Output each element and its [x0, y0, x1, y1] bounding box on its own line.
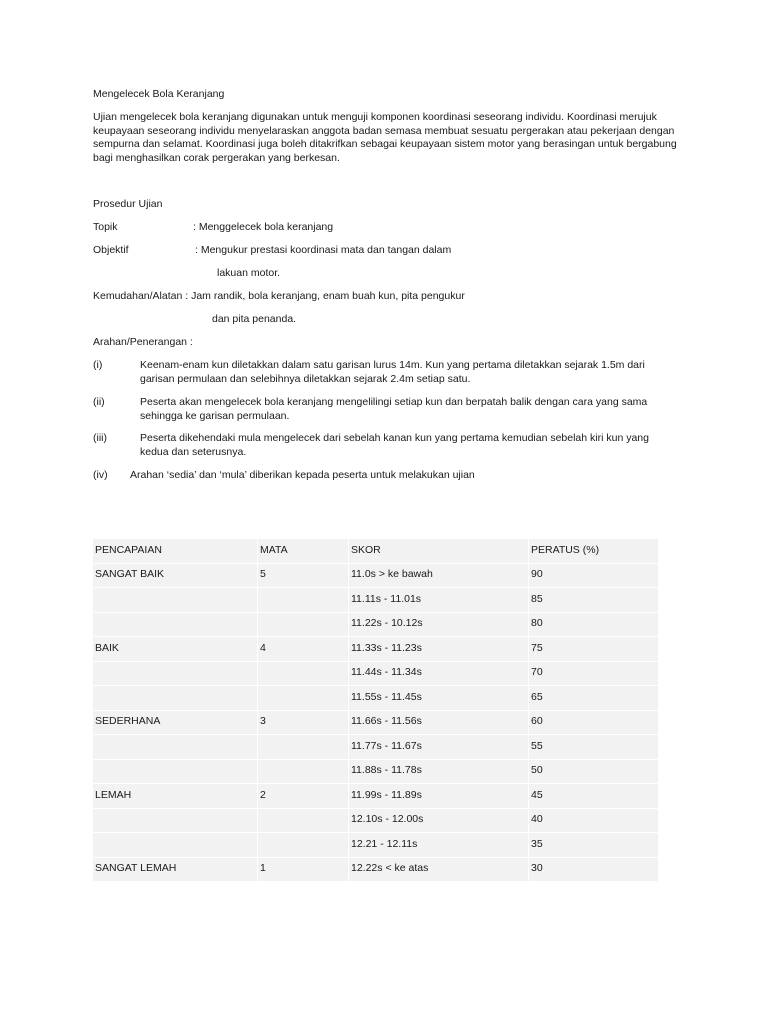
cell-skor: 11.22s - 10.12s: [349, 613, 529, 638]
objective-label: Objektif: [93, 244, 129, 256]
cell-pencapaian: [93, 588, 258, 613]
topic-value: : Menggelecek bola keranjang: [193, 221, 334, 233]
header-mata: MATA: [258, 539, 349, 564]
table-row: [93, 662, 658, 687]
table-row: [93, 588, 658, 613]
document-title: Mengelecek Bola Keranjang: [93, 88, 225, 100]
table-row: [93, 858, 658, 883]
cell-pencapaian: [93, 833, 258, 858]
cell-peratus: 30: [529, 858, 658, 883]
cell-mata: 5: [258, 564, 349, 589]
cell-skor: 11.44s - 11.34s: [349, 662, 529, 687]
table-row: [93, 760, 658, 785]
cell-peratus: 45: [529, 784, 658, 809]
header-peratus: PERATUS (%): [529, 539, 658, 564]
objective-value: : Mengukur prestasi koordinasi mata dan tangan dalam: [195, 244, 452, 256]
header-pencapaian: PENCAPAIAN: [93, 539, 258, 564]
cell-pencapaian: [93, 613, 258, 638]
cell-peratus: 70: [529, 662, 658, 687]
table-row: [93, 637, 658, 662]
instruction-number: (i): [93, 359, 103, 371]
cell-peratus: 40: [529, 809, 658, 834]
cell-pencapaian: [93, 760, 258, 785]
cell-skor: 11.88s - 11.78s: [349, 760, 529, 785]
cell-mata: 2: [258, 784, 349, 809]
cell-peratus: 35: [529, 833, 658, 858]
cell-mata: [258, 735, 349, 760]
instruction-number: (ii): [93, 396, 105, 408]
cell-skor: 11.11s - 11.01s: [349, 588, 529, 613]
header-skor: SKOR: [349, 539, 529, 564]
topic-label: Topik: [93, 221, 118, 233]
table-row: [93, 613, 658, 638]
equipment-line: Kemudahan/Alatan : Jam randik, bola keranjang, enam buah kun, pita pengukur: [93, 290, 465, 302]
cell-peratus: 55: [529, 735, 658, 760]
performance-table: [93, 539, 658, 882]
cell-mata: [258, 686, 349, 711]
cell-mata: [258, 613, 349, 638]
table-header-row: [93, 539, 658, 564]
cell-pencapaian: LEMAH: [93, 784, 258, 809]
cell-skor: 11.55s - 11.45s: [349, 686, 529, 711]
cell-peratus: 65: [529, 686, 658, 711]
cell-peratus: 50: [529, 760, 658, 785]
cell-mata: 3: [258, 711, 349, 736]
cell-mata: [258, 809, 349, 834]
cell-mata: 1: [258, 858, 349, 883]
cell-pencapaian: [93, 686, 258, 711]
instruction-text: Peserta dikehendaki mula mengelecek dari sebelah kanan kun yang pertama kemudian sebelah kiri kun yang kedua dan seterusnya.: [140, 432, 649, 458]
cell-peratus: 90: [529, 564, 658, 589]
procedure-heading: Prosedur Ujian: [93, 198, 163, 210]
objective-value-continued: lakuan motor.: [217, 267, 281, 279]
table-row: [93, 809, 658, 834]
table-row: [93, 686, 658, 711]
cell-peratus: 60: [529, 711, 658, 736]
cell-pencapaian: SEDERHANA: [93, 711, 258, 736]
intro-paragraph: Ujian mengelecek bola keranjang digunakan untuk menguji komponen koordinasi seseorang individu. Koordinasi merujuk keupayaan seseorang individu menyelaraskan anggota badan semasa membuat sesuatu pergerakan atau pekerjaan dengan sempurna dan selamat. Koordinasi juga boleh ditakrifkan sebagai keupayaan sistem motor yang berasingan untuk bergabung bagi menghasilkan corak pergerakan yang berkesan.: [93, 111, 677, 164]
cell-pencapaian: SANGAT LEMAH: [93, 858, 258, 883]
table-row: [93, 564, 658, 589]
instruction-text: Arahan ‘sedia’ dan ‘mula’ diberikan kepada peserta untuk melakukan ujian: [130, 469, 475, 481]
cell-skor: 11.33s - 11.23s: [349, 637, 529, 662]
cell-mata: [258, 588, 349, 613]
table-body: [93, 564, 658, 883]
table-row: [93, 735, 658, 760]
instruction-text: Keenam-enam kun diletakkan dalam satu garisan lurus 14m. Kun yang pertama diletakkan sejarak 1.5m dari garisan permulaan dan selebihnya diletakkan sejarak 2.4m setiap satu.: [140, 359, 645, 385]
cell-pencapaian: [93, 662, 258, 687]
cell-peratus: 85: [529, 588, 658, 613]
cell-skor: 12.22s < ke atas: [349, 858, 529, 883]
instruction-number: (iii): [93, 432, 107, 444]
cell-pencapaian: SANGAT BAIK: [93, 564, 258, 589]
cell-pencapaian: BAIK: [93, 637, 258, 662]
cell-pencapaian: [93, 735, 258, 760]
cell-mata: [258, 833, 349, 858]
cell-pencapaian: [93, 809, 258, 834]
table-row: [93, 711, 658, 736]
cell-skor: 11.66s - 11.56s: [349, 711, 529, 736]
cell-peratus: 80: [529, 613, 658, 638]
cell-skor: 11.0s > ke bawah: [349, 564, 529, 589]
cell-peratus: 75: [529, 637, 658, 662]
instruction-number: (iv): [93, 469, 108, 481]
cell-skor: 12.21 - 12.11s: [349, 833, 529, 858]
table-row: [93, 784, 658, 809]
cell-mata: 4: [258, 637, 349, 662]
cell-skor: 12.10s - 12.00s: [349, 809, 529, 834]
instruction-text: Peserta akan mengelecek bola keranjang mengelilingi setiap kun dan berpatah balik dengan cara yang sama sehingga ke garisan permulaan.: [140, 396, 648, 422]
cell-skor: 11.99s - 11.89s: [349, 784, 529, 809]
cell-skor: 11.77s - 11.67s: [349, 735, 529, 760]
instructions-heading: Arahan/Penerangan :: [93, 336, 193, 348]
cell-mata: [258, 662, 349, 687]
equipment-line-continued: dan pita penanda.: [212, 313, 297, 325]
cell-mata: [258, 760, 349, 785]
table-row: [93, 833, 658, 858]
